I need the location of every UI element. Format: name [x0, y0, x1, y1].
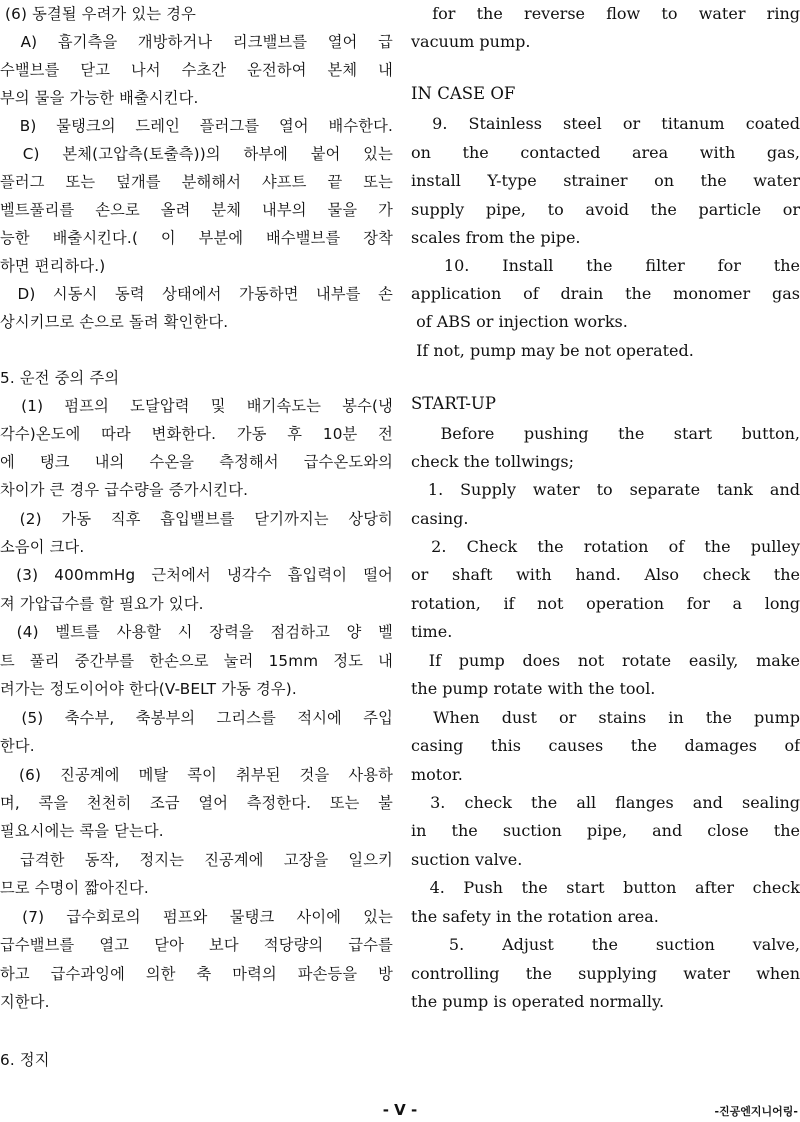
section-heading: IN CASE OF [411, 84, 516, 103]
text-line: 급수밸브를 열고 닫아 보다 적당량의 급수를 [0, 936, 393, 954]
text-line: (5) 축수부, 축봉부의 그리스를 적시에 주입 [0, 709, 393, 727]
text-line: (6) 진공계에 메탈 콕이 취부된 것을 사용하 [0, 766, 393, 784]
text-line: 려가는 정도이어야 한다(V-BELT 가동 경우). [0, 680, 297, 698]
text-line: vacuum pump. [411, 32, 531, 51]
text-line: (7) 급수회로의 펌프와 물탱크 사이에 있는 [0, 908, 393, 926]
text-line: 므로 수명이 짧아진다. [0, 879, 149, 897]
section-heading: START-UP [411, 394, 496, 413]
text-line: 부의 물을 가능한 배출시킨다. [0, 89, 199, 107]
text-line: for the reverse flow to water ring [411, 4, 800, 23]
text-line: 각수)온도에 따라 변화한다. 가동 후 10분 전 [0, 425, 393, 443]
text-line: in the suction pipe, and close the [411, 821, 800, 840]
text-line: 져 가압급수를 할 필요가 있다. [0, 595, 204, 613]
text-line: 1. Supply water to separate tank and [411, 480, 800, 499]
text-line: casing. [411, 509, 469, 528]
text-line: 3. check the all flanges and sealing [411, 793, 800, 812]
text-line: install Y-type strainer on the water [411, 171, 800, 190]
text-line: application of drain the monomer gas [411, 284, 800, 303]
text-line: of ABS or injection works. [411, 312, 628, 331]
text-line: on the contacted area with gas, [411, 143, 800, 162]
text-line: 며, 콕을 천천히 조금 열어 측정한다. 또는 불 [0, 794, 393, 812]
text-line: 하면 편리하다.) [0, 257, 106, 275]
text-line: When dust or stains in the pump [411, 708, 800, 727]
text-line: 필요시에는 콕을 닫는다. [0, 822, 164, 840]
company-footer: -진공엔지니어링- [714, 1105, 798, 1118]
text-line: or shaft with hand. Also check the [411, 565, 800, 584]
text-line: controlling the supplying water when [411, 964, 800, 983]
text-line: 차이가 큰 경우 급수량을 증가시킨다. [0, 481, 249, 499]
text-line: 9. Stainless steel or titanum coated [411, 114, 800, 133]
text-line: 5. Adjust the suction valve, [411, 935, 800, 954]
text-line: (2) 가동 직후 흡입밸브를 닫기까지는 상당히 [0, 510, 393, 528]
text-line: (6) 동결될 우려가 있는 경우 [0, 5, 196, 23]
text-line: If pump does not rotate easily, make [411, 651, 800, 670]
text-line: 에 탱크 내의 수온을 측정해서 급수온도와의 [0, 453, 393, 471]
text-line: the pump is operated normally. [411, 992, 665, 1011]
text-line: casing this causes the damages of [411, 736, 800, 755]
section-heading: 5. 운전 중의 주의 [0, 369, 120, 387]
text-line: D) 시동시 동력 상태에서 가동하면 내부를 손 [0, 285, 393, 303]
text-line: suction valve. [411, 850, 523, 869]
text-line: motor. [411, 765, 463, 784]
section-heading: 6. 정지 [0, 1051, 50, 1069]
text-line: 수밸브를 닫고 나서 수초간 운전하여 본체 내 [0, 61, 393, 79]
text-line: 능한 배출시킨다.( 이 부분에 배수밸브를 장착 [0, 229, 393, 247]
text-line: 트 풀리 중간부를 한손으로 눌러 15mm 정도 내 [0, 652, 393, 670]
text-line: (4) 벨트를 사용할 시 장력을 점검하고 양 벨 [0, 623, 393, 641]
text-line: supply pipe, to avoid the particle or [411, 200, 800, 219]
text-line: time. [411, 622, 453, 641]
text-line: 2. Check the rotation of the pulley [411, 537, 800, 556]
text-line: 지한다. [0, 993, 50, 1011]
text-line: 급격한 동작, 정지는 진공계에 고장을 일으키 [0, 851, 393, 869]
text-line: 4. Push the start button after check [411, 878, 800, 897]
text-line: scales from the pipe. [411, 228, 581, 247]
text-line: 소음이 크다. [0, 538, 85, 556]
text-line: check the tollwings; [411, 452, 575, 471]
text-line: 하고 급수과잉에 의한 축 마력의 파손등을 방 [0, 965, 393, 983]
page-number: - V - [382, 1101, 418, 1119]
text-line: 벨트풀리를 손으로 올려 분체 내부의 물을 가 [0, 201, 393, 219]
text-line: 한다. [0, 737, 35, 755]
text-line: the safety in the rotation area. [411, 907, 659, 926]
text-line: rotation, if not operation for a long [411, 594, 800, 613]
text-line: 플러그 또는 덮개를 분해해서 샤프트 끝 또는 [0, 173, 393, 191]
text-line: the pump rotate with the tool. [411, 679, 656, 698]
text-line: B) 물탱크의 드레인 플러그를 열어 배수한다. [0, 117, 393, 135]
text-line: C) 본체(고압측(토출측))의 하부에 붙어 있는 [0, 145, 393, 163]
text-line: (3) 400mmHg 근처에서 냉각수 흡입력이 떨어 [0, 566, 393, 584]
text-line: Before pushing the start button, [411, 424, 800, 443]
text-line: 상시키므로 손으로 돌려 확인한다. [0, 313, 229, 331]
text-line: 10. Install the filter for the [411, 256, 800, 275]
text-line: (1) 펌프의 도달압력 및 배기속도는 봉수(냉 [0, 397, 393, 415]
text-line: If not, pump may be not operated. [411, 341, 694, 360]
text-line: A) 흡기측을 개방하거나 리크밸브를 열어 급 [0, 33, 393, 51]
